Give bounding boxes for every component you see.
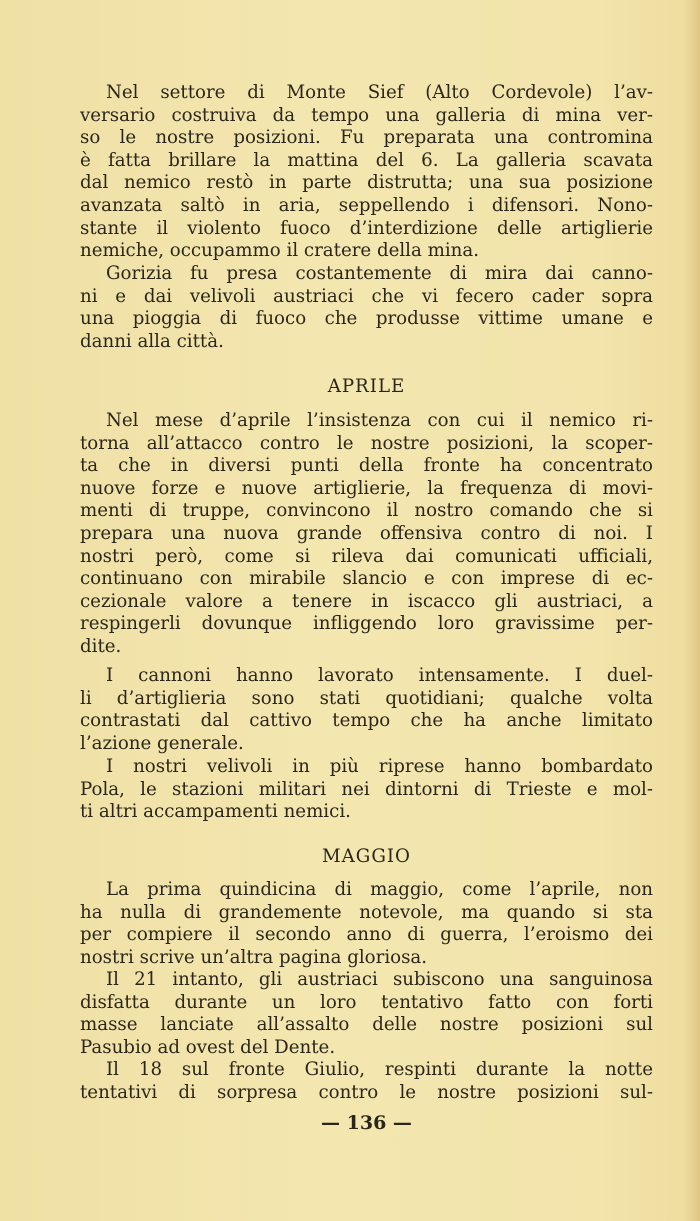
text-line: Nel mese d’aprile l’insistenza con cui il nemico ri- [106, 410, 653, 431]
text-line: tentativi di sorpresa contro le nostre posizioni sul- [80, 1081, 653, 1103]
text-line: Pola, le stazioni militari nei dintorni di Trieste e mol- [80, 778, 653, 800]
paragraph-artillery [80, 665, 653, 755]
text-line: Nel settore di Monte Sief (Alto Cordevole) l’av- [106, 82, 653, 103]
text-line: disfatta durante un loro tentativo fatto con forti [80, 991, 653, 1013]
text-line: Il 18 sul fronte Giulio, respinti durante la notte [106, 1059, 653, 1080]
text-line: li d’artiglieria sono stati quotidiani; qualche volta [80, 687, 653, 709]
text-line: Il 21 intanto, gli austriaci subiscono una sanguinosa [106, 969, 653, 990]
text-line: so le nostre posizioni. Fu preparata una contromina [80, 127, 653, 149]
page-number: — 136 — [321, 1112, 412, 1134]
text-line: ha nulla di grandemente notevole, ma quando si sta [80, 901, 653, 923]
text-line: continuano con mirabile slancio e con imprese di ec- [80, 568, 653, 590]
text-line: versario costruiva da tempo una galleria di mina ver- [80, 104, 653, 126]
text-line: stante il violento fuoco d’interdizione delle artiglierie [80, 217, 653, 239]
paragraph-may-first-half [80, 879, 653, 969]
paragraph-gorizia [80, 263, 653, 353]
paragraph-april-offensive [80, 410, 653, 659]
text-line: ta che in diversi punti della fronte ha concentrato [80, 455, 653, 477]
paragraph-fronte-giulio [80, 1059, 653, 1104]
text-line: I nostri velivoli in più riprese hanno bombardato [106, 756, 653, 777]
text-line: una pioggia di fuoco che produsse vittime umane e [80, 308, 653, 330]
section-heading-april: APRILE [327, 376, 406, 397]
text-line: dal nemico restò in parte distrutta; una sua posizione [80, 172, 653, 194]
section-heading-may: MAGGIO [322, 846, 411, 867]
text-line: avanzata saltò in aria, seppellendo i difensori. Nono- [80, 194, 653, 216]
text-line: cezionale valore a tenere in iscacco gli austriaci, a [80, 590, 653, 612]
paragraph-monte-sief [80, 82, 653, 263]
text-line: ni e dai velivoli austriaci che vi fecero cader sopra [80, 285, 653, 307]
text-line: è fatta brillare la mattina del 6. La galleria scavata [80, 149, 653, 171]
text-line: La prima quindicina di maggio, come l’aprile, non [106, 879, 653, 900]
text-line: I cannoni hanno lavorato intensamente. I duel- [106, 665, 653, 686]
text-line: nemiche, occupammo il cratere della mina. [80, 240, 480, 262]
text-line: nostri però, come si rileva dai comunicati ufficiali, [80, 545, 653, 567]
text-line: torna all’attacco contro le nostre posizioni, la scoper- [80, 432, 653, 454]
text-line: dite. [80, 635, 122, 657]
text-line: per compiere il secondo anno di guerra, l’eroismo dei [80, 924, 653, 946]
text-line: Gorizia fu presa costantemente di mira dai canno- [106, 263, 653, 284]
text-line: masse lanciate all’assalto delle nostre posizioni sul [80, 1014, 653, 1036]
text-line: respingerli dovunque infliggendo loro gravissime per- [80, 613, 653, 635]
text-line: prepara una nuova grande offensiva contro di noi. I [80, 522, 653, 544]
text-line: nuove forze e nuove artiglierie, la frequenza di movi- [80, 477, 653, 499]
text-line: l’azione generale. [80, 732, 244, 754]
text-line: Pasubio ad ovest del Dente. [80, 1036, 336, 1058]
paragraph-aircraft [80, 756, 653, 824]
page-edge-shadow [684, 0, 700, 1221]
text-line: danni alla città. [80, 330, 224, 352]
text-line: nostri scrive un’altra pagina gloriosa. [80, 946, 428, 968]
text-line: menti di truppe, convincono il nostro comando che si [80, 500, 653, 522]
paragraph-pasubio [80, 969, 653, 1059]
text-line: contrastati dal cattivo tempo che ha anche limitato [80, 710, 653, 732]
text-line: ti altri accampamenti nemici. [80, 801, 351, 823]
